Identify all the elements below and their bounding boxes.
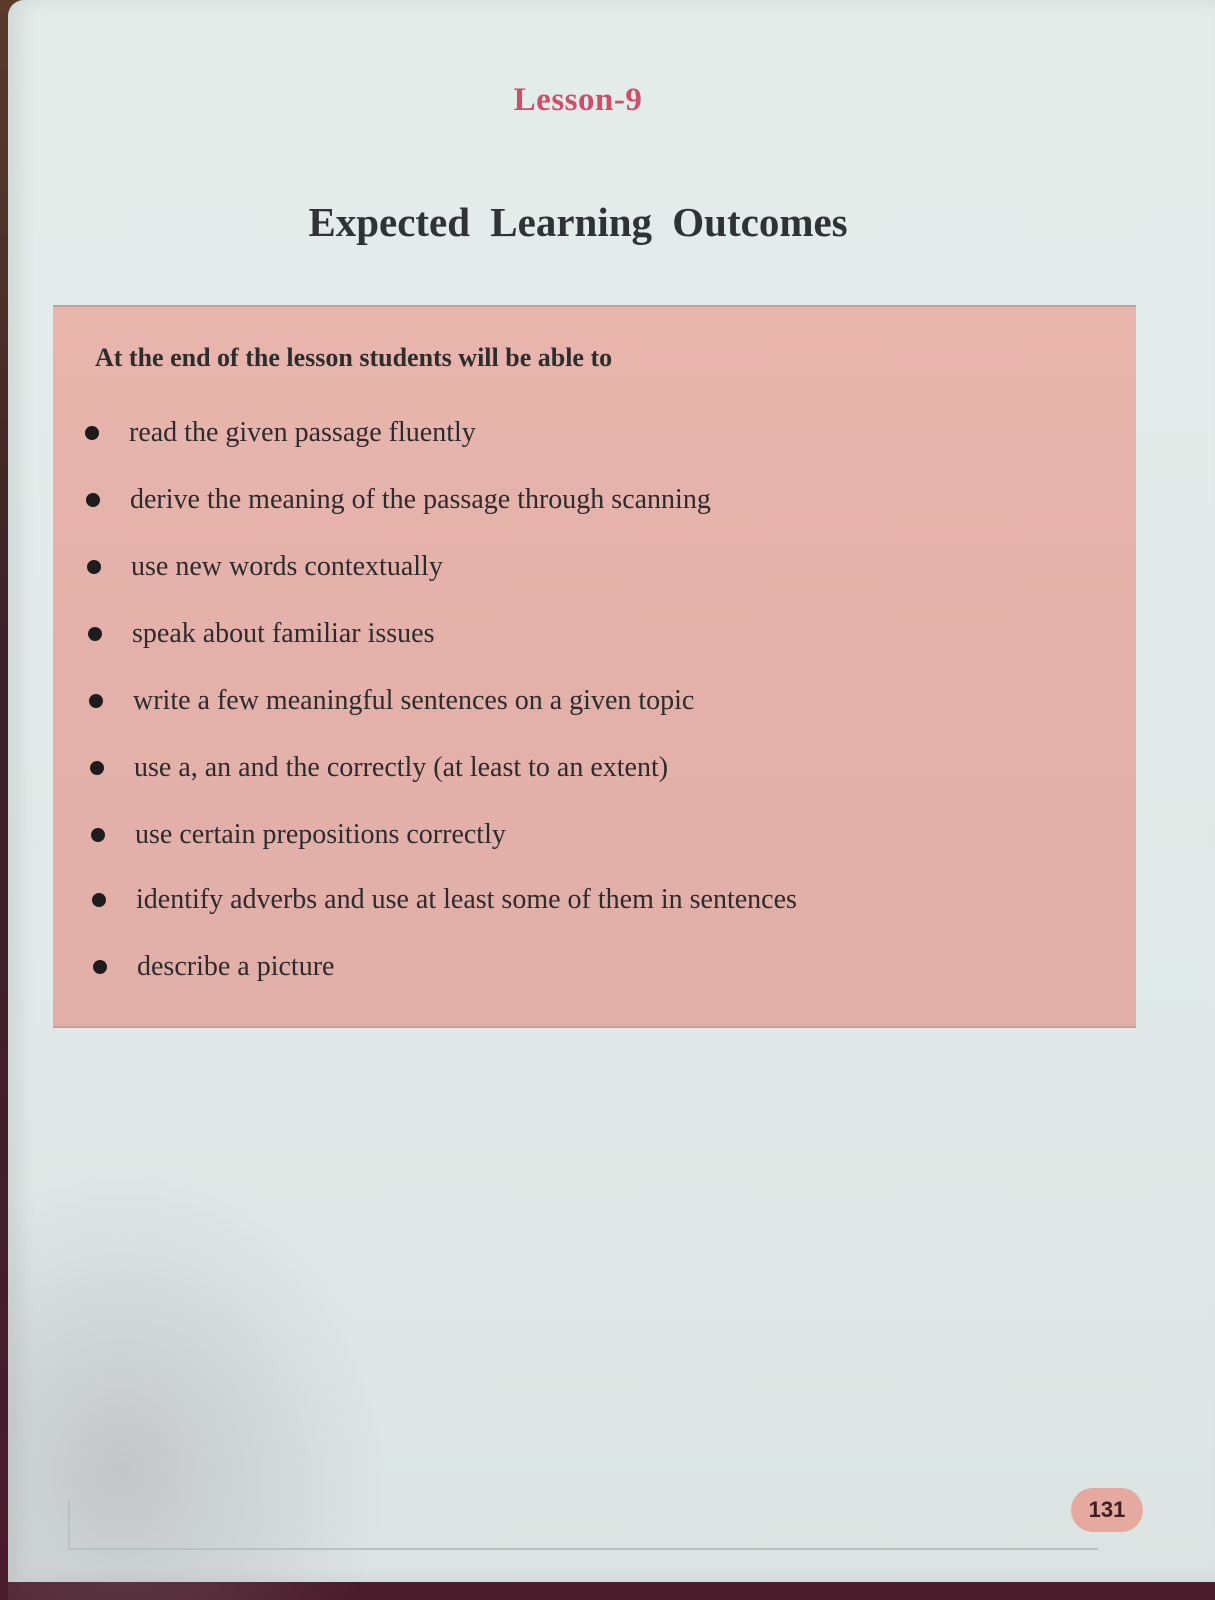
outcome-item [87, 547, 443, 587]
page-title: Expected Learning Outcomes [308, 199, 848, 245]
outcome-text: derive the meaning of the passage through scanning [130, 484, 711, 515]
outcome-text: use a, an and the correctly (at least to an extent) [134, 752, 669, 783]
page-number-badge: 131 [1071, 1488, 1143, 1532]
outcome-text: speak about familiar issues [132, 618, 435, 649]
bullet-icon [85, 426, 99, 440]
bullet-icon [93, 960, 107, 974]
outcome-item [91, 815, 506, 855]
outcome-text: read the given passage fluently [129, 417, 476, 448]
bullet-icon [87, 560, 101, 574]
bullet-icon [91, 828, 105, 842]
bullet-icon [92, 893, 106, 907]
outcome-text: write a few meaningful sentences on a given topic [133, 685, 695, 716]
outcomes-intro: At the end of the lesson students will be able to [95, 343, 613, 372]
outcome-item [88, 614, 435, 654]
book-page [8, 0, 1215, 1582]
outcome-text: identify adverbs and use at least some of them in sentences [136, 884, 797, 915]
learning-outcomes-box [53, 305, 1136, 1028]
outcome-item [92, 880, 797, 920]
footer-rule-tick [68, 1500, 70, 1550]
bullet-icon [86, 493, 100, 507]
bullet-icon [89, 694, 103, 708]
outcome-text: use certain prepositions correctly [135, 819, 506, 850]
outcome-item [86, 480, 711, 520]
footer-rule [68, 1548, 1098, 1550]
bullet-icon [90, 761, 104, 775]
outcome-item [89, 681, 695, 721]
outcome-item [85, 413, 476, 453]
outcome-text: describe a picture [137, 951, 335, 982]
outcome-item [93, 947, 335, 987]
outcome-text: use new words contextually [131, 551, 443, 582]
bullet-icon [88, 627, 102, 641]
outcome-item [90, 748, 669, 788]
page-shadow [8, 1160, 388, 1600]
lesson-label: Lesson-9 [513, 82, 643, 118]
